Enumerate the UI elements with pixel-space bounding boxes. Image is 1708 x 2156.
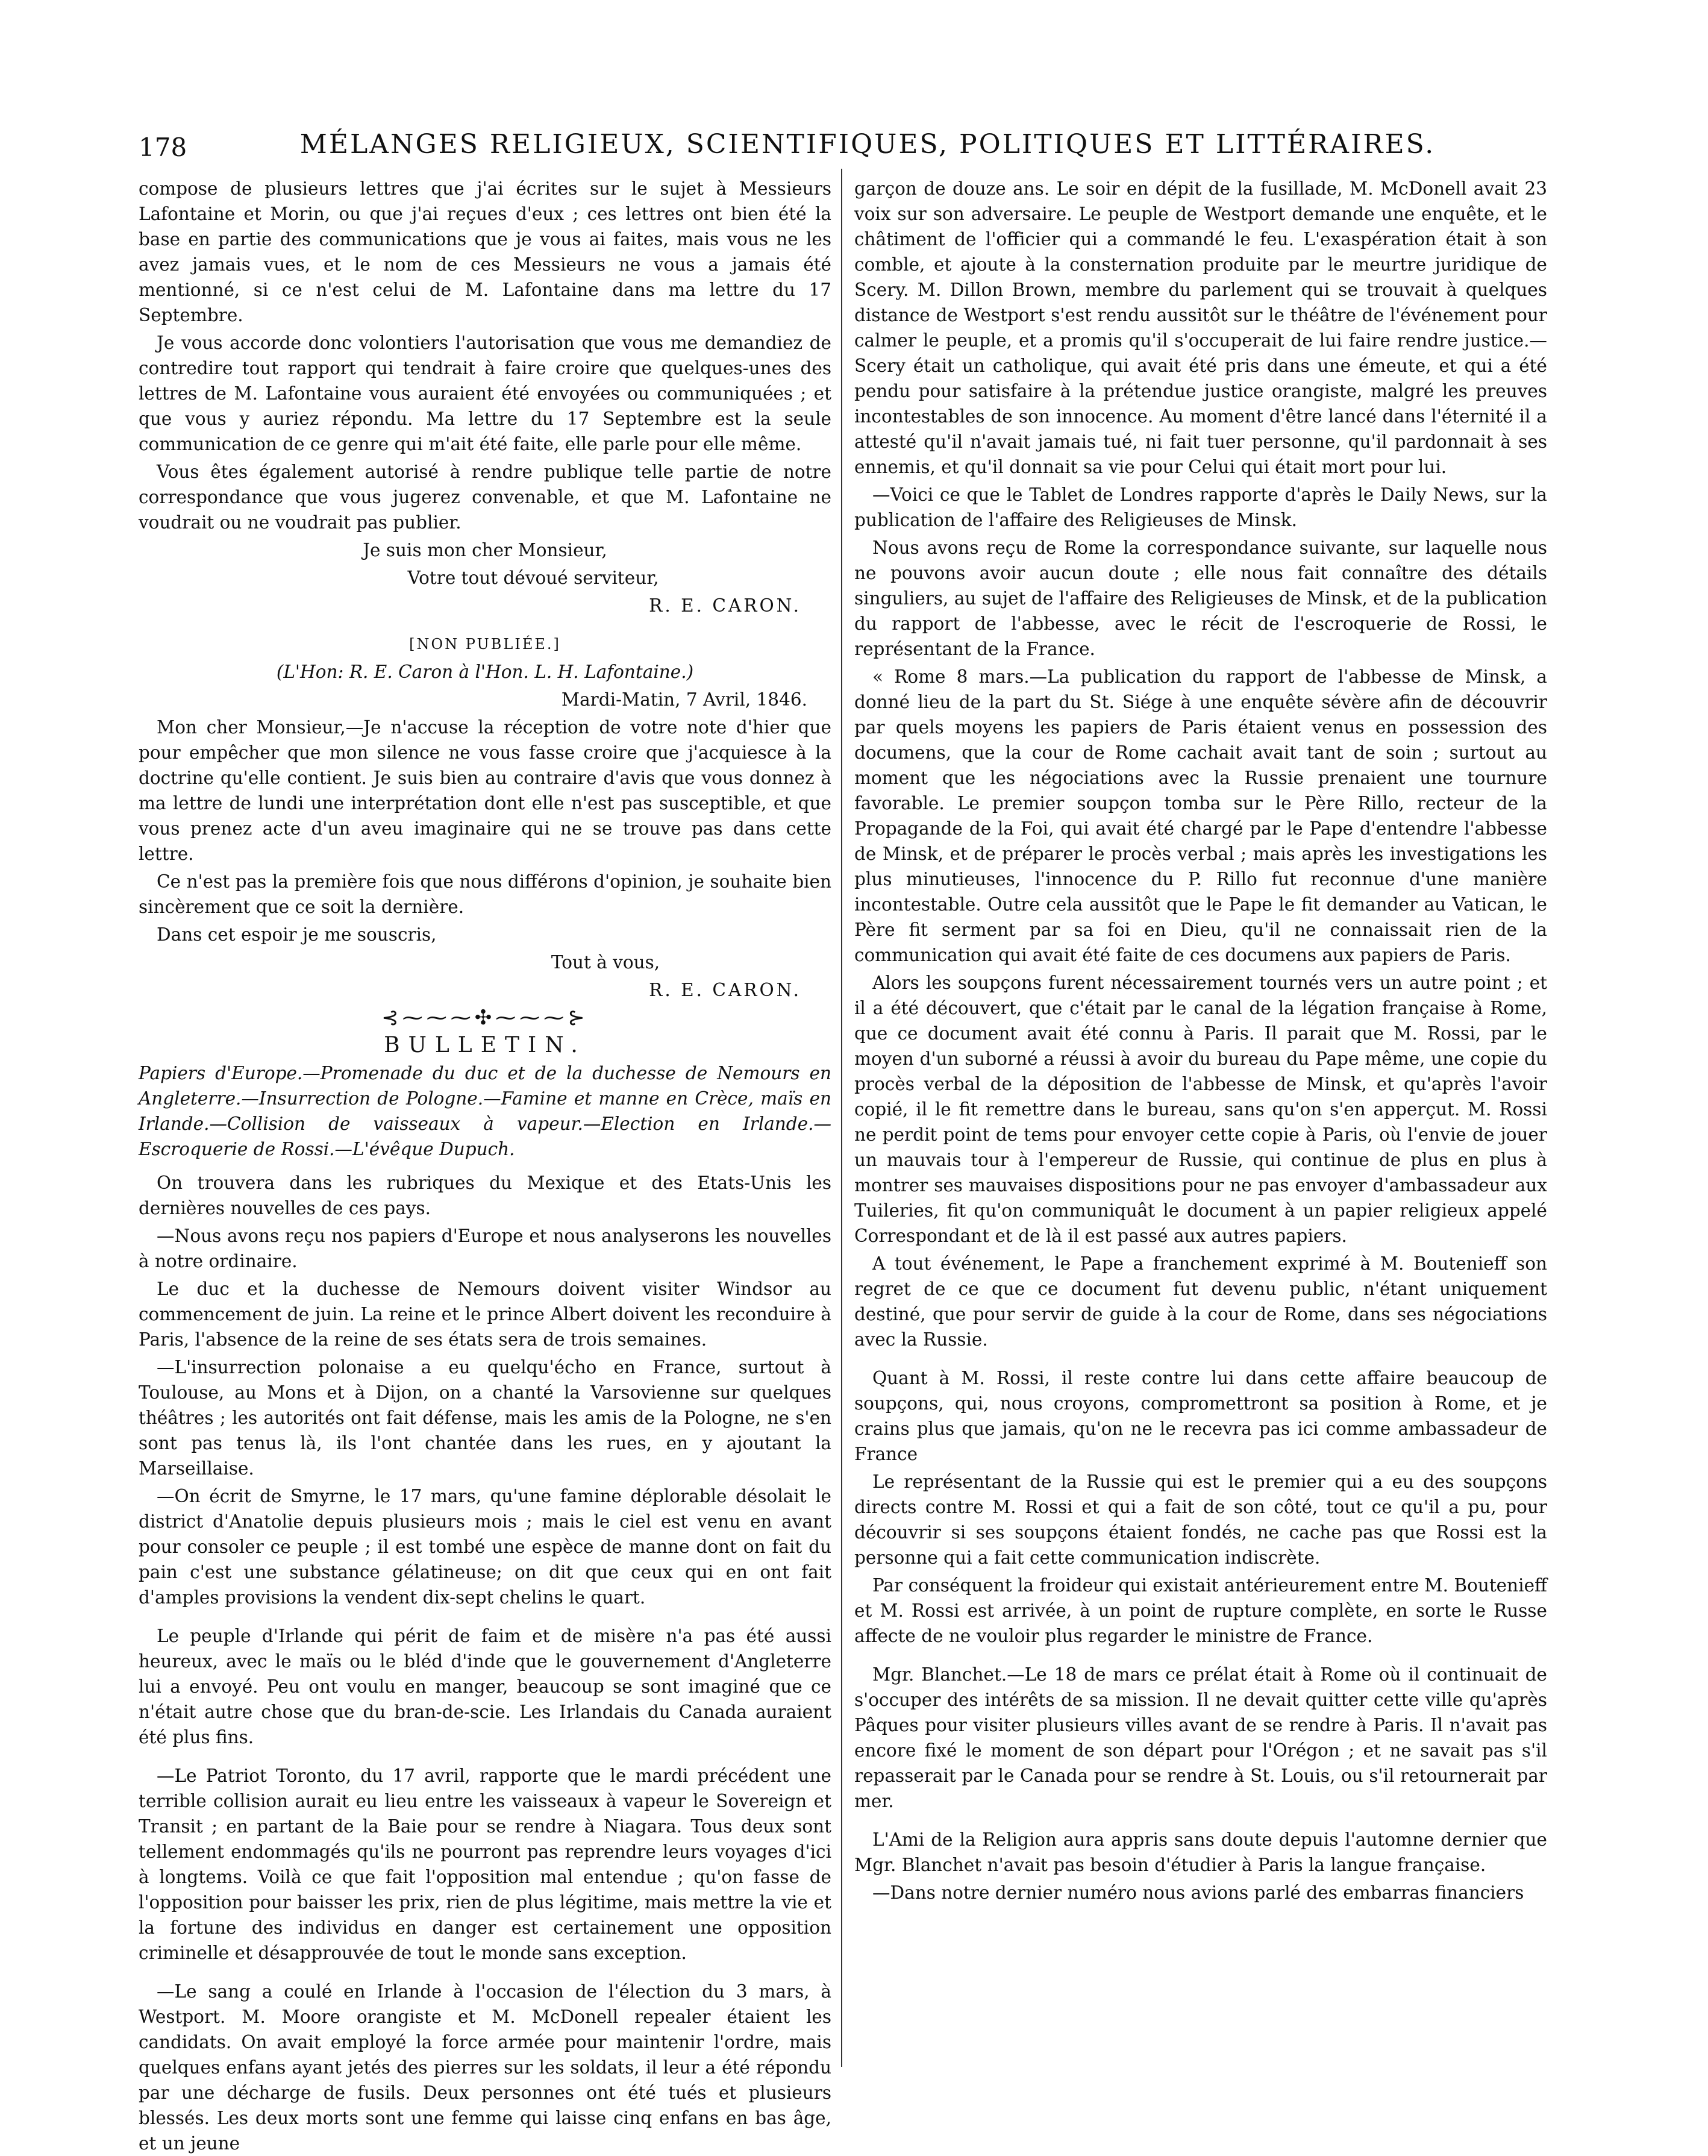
paragraph: Le représentant de la Russie qui est le premier qui a eu des soupçons directs contre M. Rossi et qui a fait de son côté, tout ce qu'il a pu, pour découvrir si ses soupçons étaient fondés, ne cache pas que Rossi est la personne qui a fait cette communication indiscrète.	[854, 1471, 1547, 1568]
paragraph: A tout événement, le Pape a franchement exprimé à M. Boutenieff son regret de ce que ce document fut devenu public, n'étant uniquement destiné, que pour servir de guide à la cour de Rome, dans ses négociations avec la Russie.	[854, 1253, 1547, 1350]
spacer	[139, 1752, 831, 1763]
paragraph: Je vous accorde donc volontiers l'autorisation que vous me demandiez de contredire tout rapport qui tendrait à faire croire que quelques-unes des lettres de M. Lafontaine vous auraient été envoyées ou communiquées ; et que vous y auriez répondu. Ma lettre du 17 Septembre est la seule communication de ce genre qui m'ait été faite, elle parle pour elle même.	[139, 333, 831, 454]
paragraph: Ce n'est pas la première fois que nous différons d'opinion, je souhaite bien sincèrement que ce soit la dernière.	[139, 871, 831, 917]
spacer	[139, 621, 831, 631]
letter-closing: Tout à vous,	[551, 952, 660, 973]
spacer	[854, 1651, 1547, 1662]
letter-closing: Je suis mon cher Monsieur,	[363, 540, 607, 560]
page-header	[139, 121, 1597, 175]
paragraph: Par conséquent la froideur qui existait antérieurement entre M. Boutenieff et M. Rossi est arrivée, à un point de rupture complète, en sorte le Russe affecte de ne vouloir plus regarder le ministre de France.	[854, 1575, 1547, 1646]
letter-dateline: Mardi-Matin, 7 Avril, 1846.	[561, 689, 807, 710]
paragraph: —On écrit de Smyrne, le 17 mars, qu'une famine déplorable désolait le district d'Anatolie depuis plusieurs mois ; mais le ciel est venu en avant pour consoler ce peuple ; il est tombé une espèce de manne dont on fait du pain c'est une substance gélatineuse; on dit que ceux qui en ont fait d'amples provisions la vendent dix-sept chelins le quart.	[139, 1486, 831, 1608]
paragraph: garçon de douze ans. Le soir en dépit de la fusillade, M. McDonell avait 23 voix sur son adversaire. Le peuple de Westport demande une enquête, et le châtiment de l'officier qui a commandé le feu. L'exaspération était à son comble, et ajoute à la consternation produite par le meurtre juridique de Scery. M. Dillon Brown, membre du parlement qui se trouvait à quelques distance de Westport s'est rendu aussitôt sur le théâtre de l'événement pour calmer le peuple, et a promis qu'il s'occuperait de lui faire rendre justice.—Scery était un catholique, qui avait été pris dans une émeute, et qui a été pendu pour satisfaire à la prétendue justice orangiste, malgré les preuves incontestables de son innocence. Au moment d'être lancé dans l'éternité il a attesté qu'il n'avait jamais tué, ni fait tuer personne, qu'il pardonnait à ses ennemis, et qu'il donnait sa vie pour Celui qui était mort pour lui.	[854, 178, 1547, 477]
paragraph: Vous êtes également autorisé à rendre publique telle partie de notre correspondance que vous jugerez convenable, et que M. Lafontaine ne voudrait ou ne voudrait pas publier.	[139, 462, 831, 533]
ornament-divider: ⊰⁓⁓⁓✣⁓⁓⁓⊱	[381, 1006, 589, 1030]
paragraph: Mgr. Blanchet.—Le 18 de mars ce prélat était à Rome où il continuait de s'occuper des intérêts de sa mission. Il ne devait quitter cette ville qu'après Pâques pour visiter plusieurs villes avant de se rendre à Paris. Il n'avait pas encore fixé le moment de son départ pour l'Orégon ; et ne savait pas s'il repasserait par le Canada pour se rendre à St. Louis, ou s'il retournerait par mer.	[854, 1664, 1547, 1811]
letter-signature: R. E. CARON.	[649, 595, 801, 616]
left-column	[139, 176, 831, 2154]
spacer	[854, 1355, 1547, 1365]
spacer	[139, 1612, 831, 1623]
letter-signature: R. E. CARON.	[649, 980, 801, 1000]
paragraph: Le duc et la duchesse de Nemours doivent visiter Windsor au commencement de juin. La reine et le prince Albert doivent les reconduire à Paris, l'absence de la reine de ses états sera de trois semaines.	[139, 1279, 831, 1350]
paragraph: On trouvera dans les rubriques du Mexique et des Etats-Unis les dernières nouvelles de ces pays.	[139, 1173, 831, 1218]
spacer	[139, 1968, 831, 1979]
letter-address: (L'Hon: R. E. Caron à l'Hon. L. H. Lafontaine.)	[276, 662, 694, 682]
section-summary: Papiers d'Europe.—Promenade du duc et de la duchesse de Nemours en Angleterre.—Insurrection de Pologne.—Famine et manne en Crèce, maïs en Irlande.—Collision de vaisseaux à vapeur.—Election en Irlande.—Escroquerie de Rossi.—L'évêque Dupuch.	[139, 1063, 831, 1159]
running-title: MÉLANGES RELIGIEUX, SCIENTIFIQUES, POLITIQUES ET LITTÉRAIRES.	[299, 129, 1436, 160]
paragraph: —L'insurrection polonaise a eu quelqu'écho en France, surtout à Toulouse, au Mons et à Dijon, on a chanté la Varsovienne sur quelques théâtres ; les autorités ont fait défense, mais les amis de la Pologne, ne s'en sont pas tenus là, ils l'ont chantée dans les rues, en y ajoutant la Marseillaise.	[139, 1357, 831, 1479]
paragraph: Quant à M. Rossi, il reste contre lui dans cette affaire beaucoup de soupçons, qui, nous croyons, compromettront sa position à Rome, et je crains plus que jamais, qu'on ne le recevra pas ici comme ambassadeur de France	[854, 1368, 1547, 1464]
letter-status-label: [NON PUBLIÉE.]	[409, 636, 561, 653]
right-column	[854, 176, 1547, 2062]
paragraph: —Le Patriot Toronto, du 17 avril, rapporte que le mardi précédent une terrible collision aurait eu lieu entre les vaisseaux à vapeur le Sovereign et Transit ; en partant de la Baie pour se rendre à Niagara. Tous deux sont tellement endommagés qu'ils ne pourront pas reprendre leurs voyages d'ici à longtems. Voilà ce que fait l'opposition mal entendue ; qu'on fasse de l'opposition pour baisser les prix, rien de plus légitime, mais mettre la vie et la fortune des individus en danger est certainement une opposition criminelle et désapprouvée de tout le monde sans exception.	[139, 1766, 831, 1963]
paragraph: —Le sang a coulé en Irlande à l'occasion de l'élection du 3 mars, à Westport. M. Moore orangiste et M. McDonell repealer étaient les candidats. On avait employé la force armée pour maintenir l'ordre, mais quelques enfans ayant jetés des pierres sur les soldats, il leur a été répondu par une décharge de fusils. Deux personnes ont été tués et plusieurs blessés. Les deux morts sont une femme qui laisse cinq enfans en bas âge, et un jeune	[139, 1981, 831, 2154]
section-title: BULLETIN.	[384, 1033, 586, 1058]
paragraph: Nous avons reçu de Rome la correspondance suivante, sur laquelle nous ne pouvons avoir aucun doute ; elle nous fait connaître des détails singuliers, au sujet de l'affaire des Religieuses de Minsk, et de la publication du rapport de l'abbesse, avec le récit de l'escroquerie de Rossi, le représentant de la France.	[854, 537, 1547, 659]
paragraph: compose de plusieurs lettres que j'ai écrites sur le sujet à Messieurs Lafontaine et Morin, ou que j'ai reçues d'eux ; ces lettres ont bien été la base en partie des communications que je vous ai faites, mais vous ne les avez jamais vues, et le nom de ces Messieurs ne vous a jamais été mentionné, si ce n'est celui de M. Lafontaine dans ma lettre du 17 Septembre.	[139, 178, 831, 325]
paragraph: « Rome 8 mars.—La publication du rapport de l'abbesse de Minsk, a donné lieu de la part du St. Siége à une enquête sévère afin de découvrir par quels moyens les papiers de Paris étaient venus en possession des documens, que la cour de Rome cachait avait tant de soin ; surtout au moment que les négociations avec la Russie prenaient une tournure favorable. Le premier soupçon tomba sur le Père Rillo, recteur de la Propagande de la Foi, qui avait été chargé par le Pape d'entendre l'abbesse de Minsk, et de préparer le procès verbal ; mais après les investigations les plus minutieuses, l'innocence du P. Rillo fut reconnue d'une manière incontestable. Outre cela aussitôt que le Pape le fit demander au Vatican, le Père fit serment par sa foi en Dieu, qu'il ne connaissait rien de la communication qui avait été faite de ces documens aux papiers de Paris.	[854, 666, 1547, 965]
paragraph: Alors les soupçons furent nécessairement tournés vers un autre point ; et il a été découvert, que c'était par le canal de la légation française à Rome, que ce document avait été connu à Paris. Il parait que M. Rossi, par le moyen d'un suborné a réussi à avoir du bureau du Pape même, une copie du procès verbal de la déposition de l'abbesse de Minsk, et qu'après l'avoir copié, il le fit remettre dans le bureau, sans qu'on s'en apperçut. M. Rossi ne perdit point de tems pour envoyer cette copie à Paris, où l'envie de jouer un mauvais tour à l'empereur de Russie, qui continue de plus en plus à montrer ses mauvaises dispositions pour ne pas envoyer d'ambassadeur aux Tuileries, fit qu'on communiquât le document à un papier religieux appelé Correspondant et de là il est passé aux autres papiers.	[854, 973, 1547, 1246]
spacer	[854, 1816, 1547, 1827]
column-divider	[841, 169, 842, 2067]
page-number: 178	[139, 133, 187, 162]
paragraph: Dans cet espoir je me souscris,	[157, 924, 437, 945]
paragraph: Le peuple d'Irlande qui périt de faim et de misère n'a pas été aussi heureux, avec le maïs ou le bléd d'inde que le gouvernement d'Angleterre lui a envoyé. Peu ont voulu en manger, beaucoup se sont imaginé que ce n'était autre chose que du bran-de-scie. Les Irlandais du Canada auraient été plus fins.	[139, 1626, 831, 1747]
paragraph: —Nous avons reçu nos papiers d'Europe et nous analyserons les nouvelles à notre ordinaire.	[139, 1226, 831, 1271]
paragraph: —Dans notre dernier numéro nous avions parlé des embarras financiers	[872, 1882, 1524, 1903]
paragraph: —Voici ce que le Tablet de Londres rapporte d'après le Daily News, sur la publication de l'affaire des Religieuses de Minsk.	[854, 484, 1547, 530]
paragraph: L'Ami de la Religion aura appris sans doute depuis l'automne dernier que Mgr. Blanchet n'avait pas besoin d'étudier à Paris la langue française.	[854, 1829, 1547, 1875]
letter-closing: Votre tout dévoué serviteur,	[407, 568, 659, 588]
paragraph: Mon cher Monsieur,—Je n'accuse la réception de votre note d'hier que pour empêcher que mon silence ne vous fasse croire que j'acquiesce à la doctrine qu'elle contient. Je suis bien au contraire d'avis que vous donnez à ma lettre de lundi une interprétation dont elle n'est pas susceptible, et que vous prenez acte d'un aveu imaginaire qui ne se trouve pas dans cette lettre.	[139, 717, 831, 864]
